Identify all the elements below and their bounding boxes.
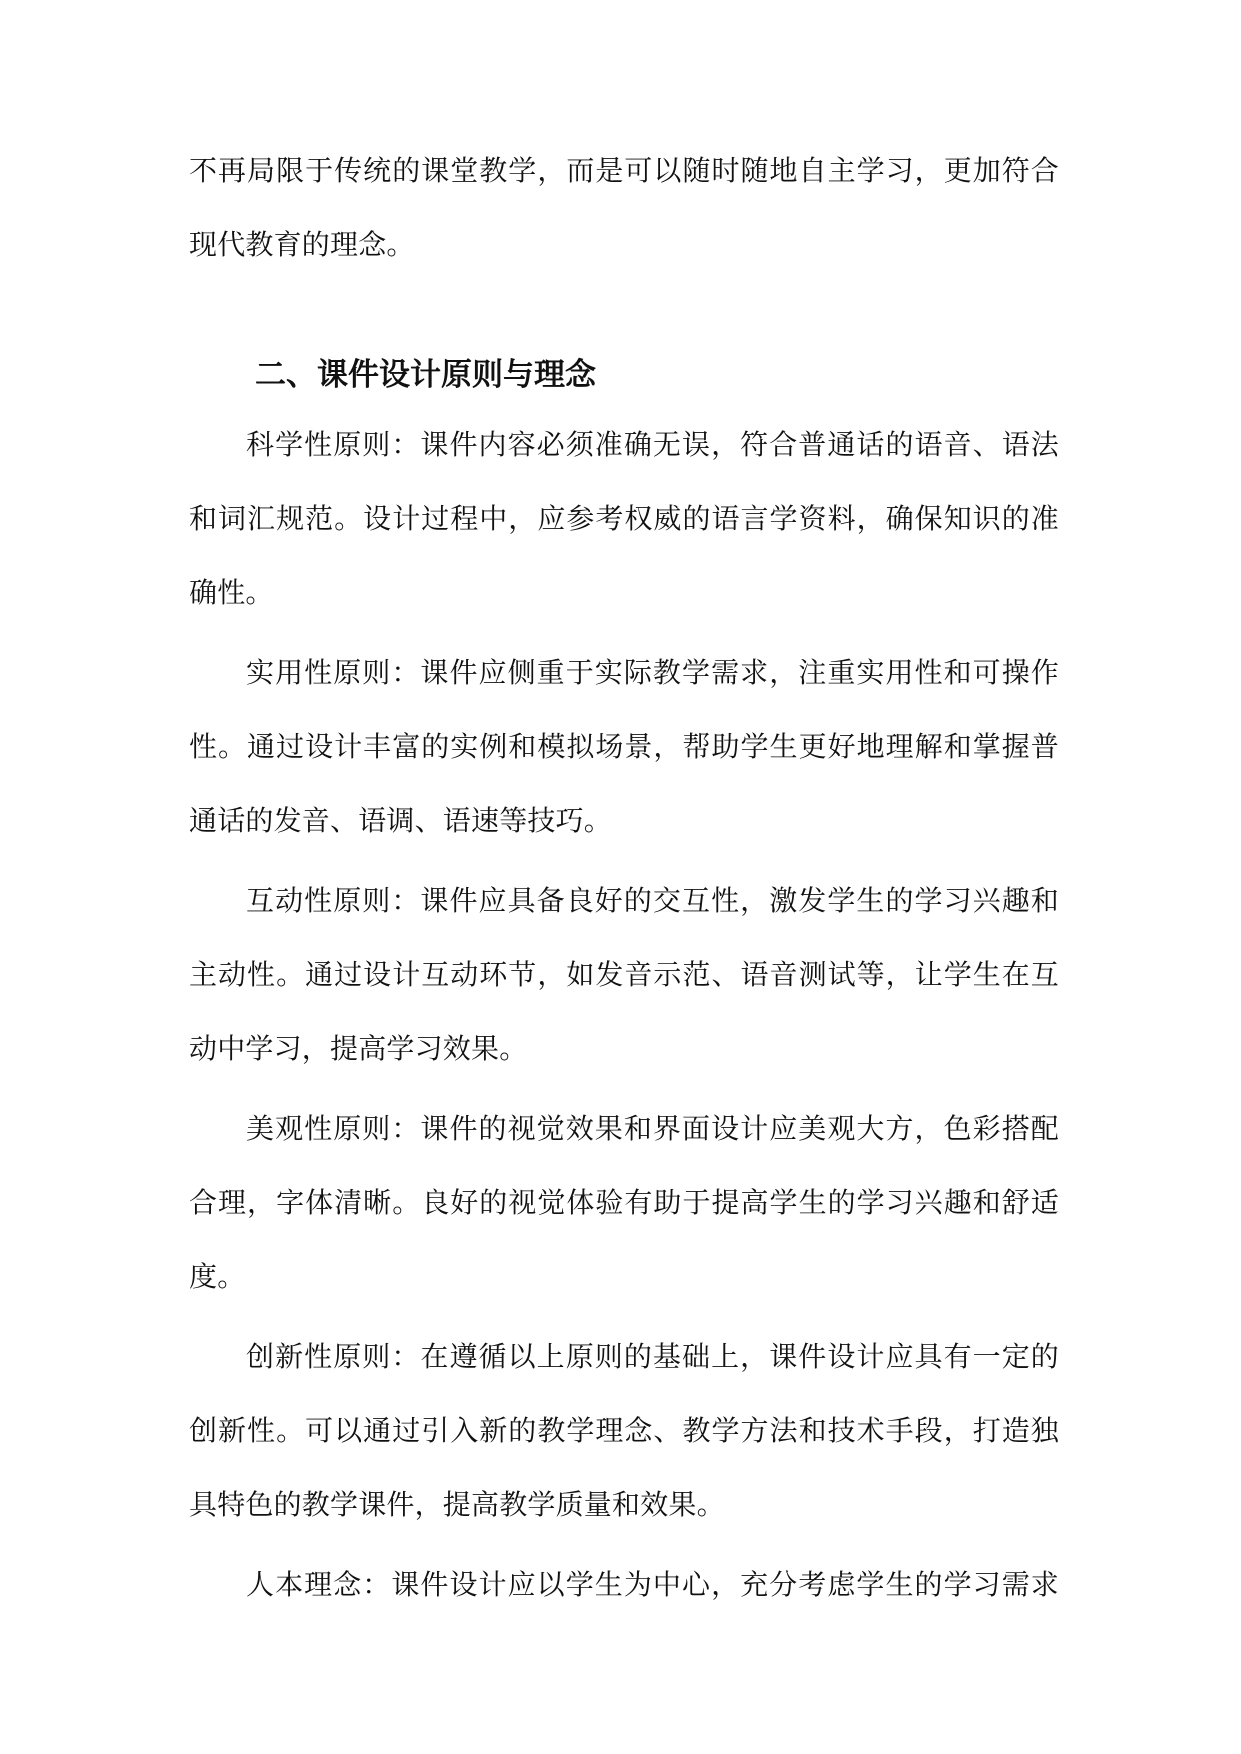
paragraph-6-line-1: 人本理念：课件设计应以学生为中心，充分考虑学生的学习需求 [246,1568,1059,1601]
paragraph-4-line-3: 度。 [189,1260,246,1293]
paragraph-1-line-1: 科学性原则：课件内容必须准确无误，符合普通话的语音、语法 [246,428,1059,461]
paragraph-1-line-2: 和词汇规范。设计过程中，应参考权威的语言学资料，确保知识的准 [189,502,1059,535]
paragraph-3-line-3: 动中学习，提高学习效果。 [189,1032,528,1065]
paragraph-2-line-3: 通话的发音、语调、语速等技巧。 [189,804,613,837]
paragraph-5-line-1: 创新性原则：在遵循以上原则的基础上，课件设计应具有一定的 [246,1340,1059,1373]
paragraph-1-line-3: 确性。 [189,576,274,609]
paragraph-4-line-2: 合理，字体清晰。良好的视觉体验有助于提高学生的学习兴趣和舒适 [189,1186,1059,1219]
paragraph-5-line-2: 创新性。可以通过引入新的教学理念、教学方法和技术手段，打造独 [189,1414,1059,1447]
section-heading: 二、课件设计原则与理念 [255,357,596,393]
intro-line-2: 现代教育的理念。 [189,228,415,261]
paragraph-3-line-1: 互动性原则：课件应具备良好的交互性，激发学生的学习兴趣和 [246,884,1059,917]
paragraph-5-line-3: 具特色的教学课件，提高教学质量和效果。 [189,1488,725,1521]
intro-line-1: 不再局限于传统的课堂教学，而是可以随时随地自主学习，更加符合 [189,154,1059,187]
paragraph-4-line-1: 美观性原则：课件的视觉效果和界面设计应美观大方，色彩搭配 [246,1112,1059,1145]
paragraph-2-line-2: 性。通过设计丰富的实例和模拟场景，帮助学生更好地理解和掌握普 [189,730,1059,763]
paragraph-3-line-2: 主动性。通过设计互动环节，如发音示范、语音测试等，让学生在互 [189,958,1059,991]
paragraph-2-line-1: 实用性原则：课件应侧重于实际教学需求，注重实用性和可操作 [246,656,1059,689]
